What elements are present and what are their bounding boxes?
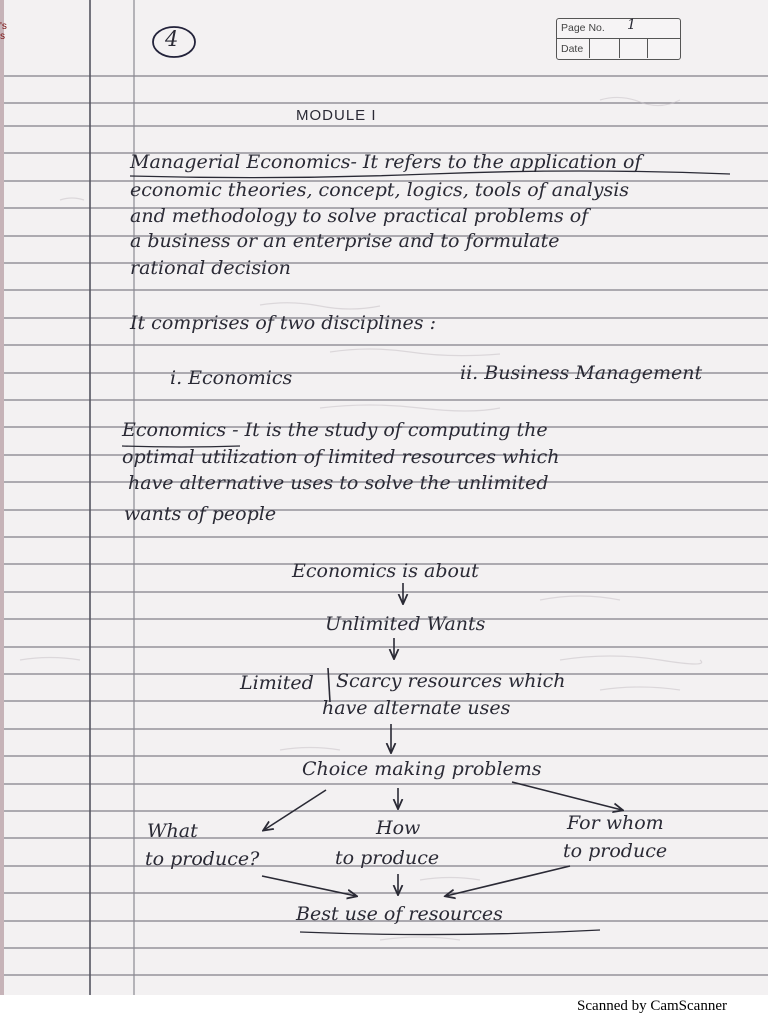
flow-for-whom: For whom (567, 812, 664, 834)
flow-limited: Limited (240, 672, 314, 694)
flow-what-produce: to produce? (145, 848, 260, 870)
arrow-choice-to-what (264, 790, 326, 830)
flow-best-use: Best use of resources (296, 903, 503, 925)
limited-divider-bar (328, 668, 330, 702)
disciplines-intro: It comprises of two disciplines : (130, 312, 436, 334)
flow-whom-produce: to produce (563, 840, 668, 862)
economics-line: wants of people (124, 503, 277, 525)
flow-unlimited-wants: Unlimited Wants (325, 613, 486, 635)
module-title: MODULE I (296, 107, 377, 124)
flow-economics-about: Economics is about (292, 560, 479, 582)
economics-line: have alternative uses to solve the unlimited (128, 472, 549, 494)
page-no-value: 1 (627, 17, 636, 33)
discipline-business-management: ii. Business Management (460, 362, 703, 384)
arrow-choice-to-whom (512, 782, 622, 810)
underline-economics (122, 446, 240, 447)
arrow-what-to-best (262, 876, 356, 896)
flow-scarce-resources: Scarcy resources which (336, 670, 566, 692)
definition-line: economic theories, concept, logics, tools of analysis (130, 179, 630, 201)
underline-managerial-economics (130, 171, 730, 178)
flow-how: How (376, 817, 421, 839)
underline-best-use (300, 930, 600, 935)
discipline-economics: i. Economics (170, 367, 293, 389)
arrow-whom-to-best (446, 866, 570, 896)
flow-what: What (147, 820, 198, 842)
economics-line: optimal utilization of limited resources which (122, 446, 560, 468)
flow-alternate-uses: have alternate uses (322, 697, 511, 719)
definition-line: and methodology to solve practical problems of (130, 205, 589, 227)
flow-how-produce: to produce (335, 847, 440, 869)
definition-line: a business or an enterprise and to formulate (130, 230, 560, 252)
date-label: Date (561, 43, 584, 55)
page-no-label: Page No. (561, 22, 605, 34)
adjacent-page-edge-text: 's s (0, 21, 7, 42)
definition-line: rational decision (130, 257, 291, 279)
page-marker: 4 (165, 27, 179, 51)
flow-choice-problems: Choice making problems (302, 758, 542, 780)
scanner-watermark: Scanned by CamScanner (577, 998, 727, 1014)
economics-line: Economics - It is the study of computing the (122, 419, 548, 441)
definition-line: Managerial Economics- It refers to the application of (130, 151, 642, 173)
